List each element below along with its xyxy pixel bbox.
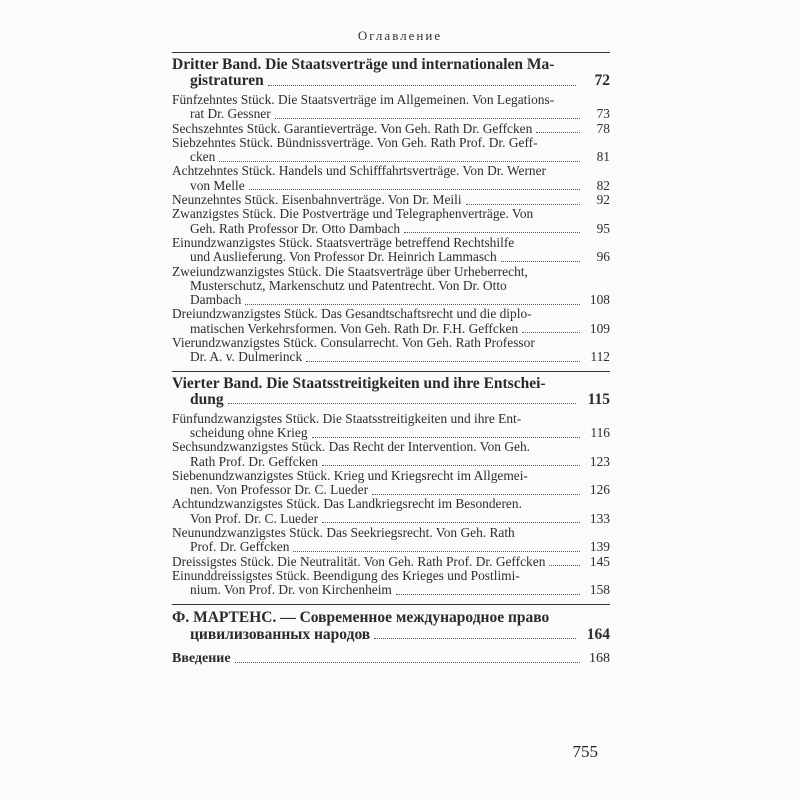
toc-entry-text-l1: Fünfzehntes Stück. Die Staatsverträge im Allgemeinen. Von Legations- bbox=[172, 92, 555, 107]
toc-entry bbox=[172, 136, 610, 165]
toc-entry-text-l2: scheidung ohne Krieg bbox=[190, 424, 308, 440]
band-4-title bbox=[172, 376, 610, 408]
toc-entry-text-l2: nium. Von Prof. Dr. von Kirchenheim bbox=[190, 582, 392, 598]
toc-entry-text-l2: Geh. Rath Professor Dr. Otto Dambach bbox=[190, 220, 401, 236]
band-3-title-line-2: gistraturen bbox=[190, 72, 264, 89]
toc-entry-text-l1: Achtzehntes Stück. Handels und Schifffahrtsverträge. Von Dr. Werner bbox=[172, 163, 547, 179]
toc-entry-text-l1: Vierundzwanzigstes Stück. Consularrecht. Von Geh. Rath Professor bbox=[172, 335, 535, 351]
toc-entry bbox=[172, 93, 610, 122]
toc-entry-text-l1: Fünfundzwanzigstes Stück. Die Staatsstreitigkeiten und ihre Ent- bbox=[172, 410, 522, 426]
toc-entry-text-l3: Dambach bbox=[190, 292, 242, 308]
toc-entry-text-l2: und Auslieferung. Von Professor Dr. Heinrich Lammasch bbox=[190, 249, 497, 265]
toc-entry bbox=[172, 526, 610, 555]
band-4-title-line-2: dung bbox=[190, 390, 224, 408]
toc-entry-page: 158 bbox=[589, 582, 610, 598]
toc-entry bbox=[172, 412, 610, 441]
table-of-contents bbox=[172, 52, 610, 673]
toc-entry bbox=[172, 265, 610, 308]
leader-dots bbox=[293, 551, 580, 552]
toc-entry-page: 126 bbox=[589, 482, 610, 498]
band-4-title-line-1: Vierter Band. Die Staatsstreitigkeiten und ihre Entschei- bbox=[172, 374, 546, 392]
toc-entry-text-l1: Dreiundzwanzigstes Stück. Das Gesandtschaftsrecht und die diplo- bbox=[172, 306, 532, 322]
toc-entry-text-l2: Rath Prof. Dr. Geffcken bbox=[190, 453, 319, 469]
band-3-title-line-1: Dritter Band. Die Staatsverträge und internationalen Ma- bbox=[172, 56, 555, 73]
toc-entry-text-l2: von Melle bbox=[190, 177, 245, 193]
leader-dots bbox=[522, 332, 580, 333]
intro-label: Введение bbox=[172, 650, 231, 666]
toc-entry-text-l1: Zwanzigstes Stück. Die Postverträge und Telegraphenverträge. Von bbox=[172, 206, 534, 222]
leader-dots bbox=[466, 204, 580, 205]
toc-entry-text-l2: Von Prof. Dr. C. Lueder bbox=[190, 510, 319, 526]
toc-entry-page: 96 bbox=[596, 249, 610, 265]
toc-entry bbox=[172, 193, 610, 207]
leader-dots bbox=[245, 304, 580, 305]
page-number: 755 bbox=[572, 742, 598, 761]
toc-entry-page: 81 bbox=[596, 149, 610, 165]
toc-entry-page: 116 bbox=[590, 424, 610, 440]
section-band-4 bbox=[172, 372, 610, 604]
band-3-title bbox=[172, 57, 610, 89]
leader-dots bbox=[306, 361, 580, 362]
toc-entry-text-l1: Siebzehntes Stück. Bündnissverträge. Von Geh. Rath Prof. Dr. Geff- bbox=[172, 134, 538, 150]
leader-dots bbox=[536, 132, 580, 133]
martens-title bbox=[172, 609, 610, 643]
toc-entry bbox=[172, 440, 610, 469]
martens-title-line-1: Ф. МАРТЕНС. — Современное международное право bbox=[172, 608, 550, 626]
toc-entry-page: 92 bbox=[596, 192, 610, 208]
toc-entry-page: 78 bbox=[596, 120, 610, 136]
toc-entry-page: 145 bbox=[589, 553, 610, 569]
section-band-3 bbox=[172, 53, 610, 371]
leader-dots bbox=[249, 189, 580, 190]
leader-dots bbox=[322, 522, 580, 523]
leader-dots bbox=[312, 437, 580, 438]
toc-entry bbox=[172, 307, 610, 336]
band-4-page: 115 bbox=[587, 390, 610, 408]
intro-entry bbox=[172, 650, 610, 667]
toc-entry-text-l1: Neunzehntes Stück. Eisenbahnverträge. Von Dr. Meili bbox=[172, 192, 462, 208]
toc-entry-text-l1: Sechszehntes Stück. Garantieverträge. Von Geh. Rath Dr. Geffcken bbox=[172, 120, 533, 136]
martens-page: 164 bbox=[586, 625, 610, 643]
toc-entry bbox=[172, 555, 610, 569]
leader-dots bbox=[322, 465, 580, 466]
toc-entry-text-l2: Dr. A. v. Dulmerinck bbox=[190, 349, 303, 365]
toc-entry-text-l1: Einundzwanzigstes Stück. Staatsverträge betreffend Rechtshilfe bbox=[172, 234, 515, 250]
toc-entry-text-l2: rat Dr. Gessner bbox=[190, 106, 271, 122]
toc-entry bbox=[172, 236, 610, 265]
band-3-page: 72 bbox=[594, 72, 610, 89]
leader-dots bbox=[372, 494, 580, 495]
leader-dots bbox=[396, 594, 580, 595]
toc-entry bbox=[172, 207, 610, 236]
toc-entry-page: 73 bbox=[596, 106, 610, 122]
leader-dots bbox=[219, 161, 580, 162]
toc-entry bbox=[172, 497, 610, 526]
toc-entry-text-l1: Sechsundzwanzigstes Stück. Das Recht der Intervention. Von Geh. bbox=[172, 439, 531, 455]
leader-dots bbox=[275, 118, 580, 119]
martens-title-line-2: цивилизованных народов bbox=[190, 625, 371, 643]
leader-dots bbox=[549, 565, 580, 566]
toc-entry bbox=[172, 569, 610, 598]
toc-entry-page: 139 bbox=[589, 539, 610, 555]
toc-entry-text-l2: Prof. Dr. Geffcken bbox=[190, 539, 290, 555]
toc-entry-text-l1: Siebenundzwanzigstes Stück. Krieg und Kriegsrecht im Allgemei- bbox=[172, 467, 528, 483]
toc-entry-page: 108 bbox=[589, 292, 610, 308]
toc-entry-text-l1: Einunddreissigstes Stück. Beendigung des Krieges und Postlimi- bbox=[172, 567, 520, 583]
toc-entry-page: 109 bbox=[589, 320, 610, 336]
toc-entry-page: 82 bbox=[596, 177, 610, 193]
toc-entry-page: 123 bbox=[589, 453, 610, 469]
toc-entry-text-l2: matischen Verkehrsformen. Von Geh. Rath Dr. F.H. Geffcken bbox=[190, 320, 519, 336]
toc-entry-text-l2: cken bbox=[190, 149, 216, 165]
toc-entry-text-l1: Dreissigstes Stück. Die Neutralität. Von Geh. Rath Prof. Dr. Geffcken bbox=[172, 553, 546, 569]
toc-entry-page: 95 bbox=[596, 220, 610, 236]
toc-entry-text-l1: Achtundzwanzigstes Stück. Das Landkriegsrecht im Besonderen. bbox=[172, 496, 522, 512]
toc-entry-text-l2: nen. Von Professor Dr. C. Lueder bbox=[190, 482, 369, 498]
toc-entry bbox=[172, 164, 610, 193]
toc-entry bbox=[172, 469, 610, 498]
toc-entry-page: 133 bbox=[589, 510, 610, 526]
toc-entry bbox=[172, 122, 610, 136]
leader-dots bbox=[501, 261, 580, 262]
running-head: Оглавление bbox=[357, 28, 443, 43]
toc-entry bbox=[172, 336, 610, 365]
toc-entry-text-l1: Neunundzwanzigstes Stück. Das Seekriegsrecht. Von Geh. Rath bbox=[172, 525, 515, 541]
toc-entry-page: 112 bbox=[590, 349, 610, 365]
leader-dots bbox=[404, 232, 580, 233]
intro-page: 168 bbox=[589, 650, 610, 666]
toc-entry-text-l2: Musterschutz, Markenschutz und Patentrecht. Von Dr. Otto bbox=[190, 277, 507, 293]
section-martens bbox=[172, 605, 610, 673]
toc-entry-text-l1: Zweiundzwanzigstes Stück. Die Staatsverträge über Urheberrecht, bbox=[172, 263, 528, 279]
